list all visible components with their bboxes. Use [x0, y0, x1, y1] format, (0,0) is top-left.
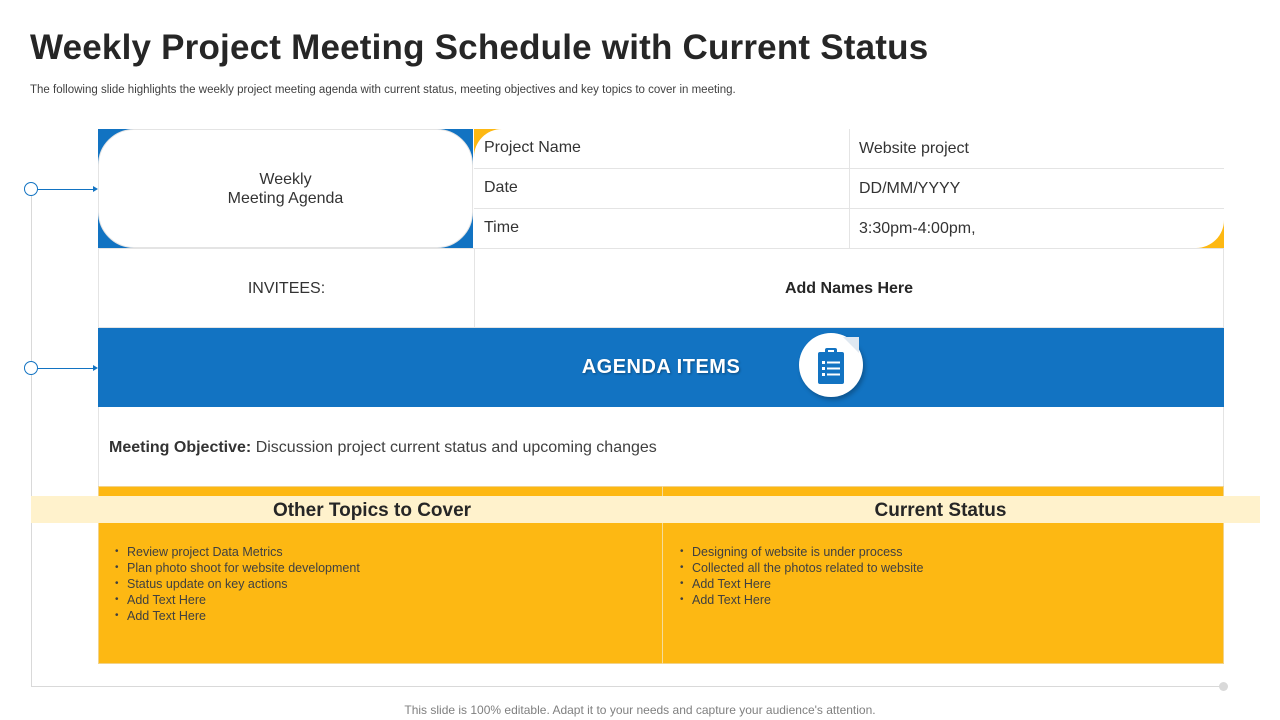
list-item: • Add Text Here [671, 576, 923, 592]
list-item: • Add Text Here [106, 608, 360, 624]
meeting-objective [109, 439, 657, 457]
list-item: • Add Text Here [671, 592, 923, 608]
info-column-divider [849, 129, 850, 248]
meeting-objective-row [98, 407, 1224, 486]
frame-line-bottom [31, 686, 1224, 687]
agenda-card-line2: Meeting Agenda [227, 189, 344, 207]
info-value: DD/MM/YYYY [859, 180, 961, 197]
weekly-agenda-card [98, 129, 473, 248]
topics-list [106, 544, 360, 624]
list-item: • Collected all the photos related to website [671, 560, 923, 576]
invitees-value: Add Names Here [784, 280, 914, 297]
timeline-node [24, 182, 38, 196]
list-item: • Status update on key actions [106, 576, 360, 592]
list-item: • Add Text Here [106, 592, 360, 608]
objective-label: Meeting Objective: [109, 439, 252, 456]
timeline-connector [38, 189, 94, 190]
agenda-items-bar [98, 328, 1224, 407]
objective-text: Discussion project current status and upcoming changes [251, 439, 657, 456]
frame-line-vertical [31, 189, 32, 686]
frame-end-dot [1219, 682, 1228, 691]
list-item: • Review project Data Metrics [106, 544, 360, 560]
timeline-connector [38, 368, 94, 369]
page-subtitle: The following slide highlights the weekly project meeting agenda with current status, meeting objectives and key topics to cover in meeting. [30, 84, 736, 96]
status-heading: Current Status [874, 500, 1007, 521]
agenda-card-line1: Weekly [259, 170, 312, 188]
info-value: Website project [859, 140, 969, 157]
invitees-row [98, 248, 1224, 328]
info-value: 3:30pm-4:00pm, [859, 220, 976, 237]
status-list [671, 544, 923, 608]
info-label: Time [484, 219, 519, 236]
info-label: Project Name [484, 139, 581, 156]
invitees-label: INVITEES: [247, 280, 326, 297]
project-info-table [474, 129, 1224, 248]
list-item: • Designing of website is under process [671, 544, 923, 560]
timeline-node [24, 361, 38, 375]
topics-heading: Other Topics to Cover [272, 500, 472, 521]
agenda-items-title: AGENDA ITEMS [581, 356, 741, 378]
list-item: • Plan photo shoot for website development [106, 560, 360, 576]
page-title: Weekly Project Meeting Schedule with Current Status [30, 28, 929, 67]
info-label: Date [484, 179, 518, 196]
clipboard-icon [799, 333, 863, 397]
footer-note: This slide is 100% editable. Adapt it to your needs and capture your audience's attention. [404, 703, 876, 717]
